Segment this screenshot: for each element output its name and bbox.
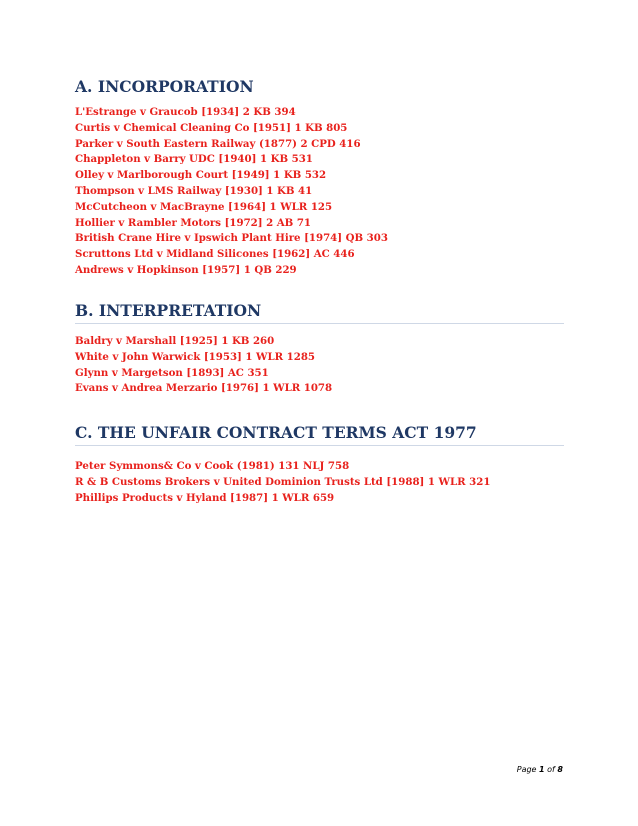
case-citation: Hollier v Rambler Motors [1972] 2 AB 71 [75,216,311,229]
section-heading: C. THE UNFAIR CONTRACT TERMS ACT 1977 [75,423,564,446]
case-citation: McCutcheon v MacBrayne [1964] 1 WLR 125 [75,200,333,213]
page-number-footer [517,765,563,774]
case-list [75,459,564,506]
case-citation: British Crane Hire v Ipswich Plant Hire [1974] QB 303 [75,232,388,245]
case-citation: Baldry v Marshall [1925] 1 KB 260 [75,335,275,347]
case-citation: Glynn v Margetson [1893] AC 351 [75,366,269,379]
case-citation: L'Estrange v Graucob [1934] 2 KB 394 [75,106,296,118]
case-citation: Scruttons Ltd v Midland Silicones [1962] AC 446 [75,248,355,261]
case-list [75,334,564,397]
case-citation: Phillips Products v Hyland [1987] 1 WLR 659 [75,491,335,504]
case-citation: Olley v Marlborough Court [1949] 1 KB 532 [75,169,327,182]
current-page-number: 1 [539,765,545,774]
case-list [75,105,564,279]
case-citation: Thompson v LMS Railway [1930] 1 KB 41 [75,184,313,197]
section-interpretation [75,301,564,397]
case-citation: R & B Customs Brokers v United Dominion Trusts Ltd [1988] 1 WLR 321 [75,475,491,488]
section-heading: A. INCORPORATION [75,77,254,96]
case-citation: Curtis v Chemical Cleaning Co [1951] 1 KB 805 [75,121,348,134]
page-word: Page [516,765,537,774]
case-citation: Evans v Andrea Merzario [1976] 1 WLR 1078 [75,382,333,395]
of-word: of [547,765,555,774]
case-citation: Parker v South Eastern Railway (1877) 2 CPD 416 [75,137,361,150]
case-citation: Chappleton v Barry UDC [1940] 1 KB 531 [75,153,313,166]
case-citation: White v John Warwick [1953] 1 WLR 1285 [75,350,316,363]
section-incorporation [75,77,564,279]
section-heading: B. INTERPRETATION [75,301,564,324]
case-citation: Peter Symmons& Co v Cook (1981) 131 NLJ 758 [75,460,350,472]
section-unfair-contract-terms [75,423,564,506]
case-citation: Andrews v Hopkinson [1957] 1 QB 229 [75,263,297,276]
total-page-count: 8 [557,765,563,774]
